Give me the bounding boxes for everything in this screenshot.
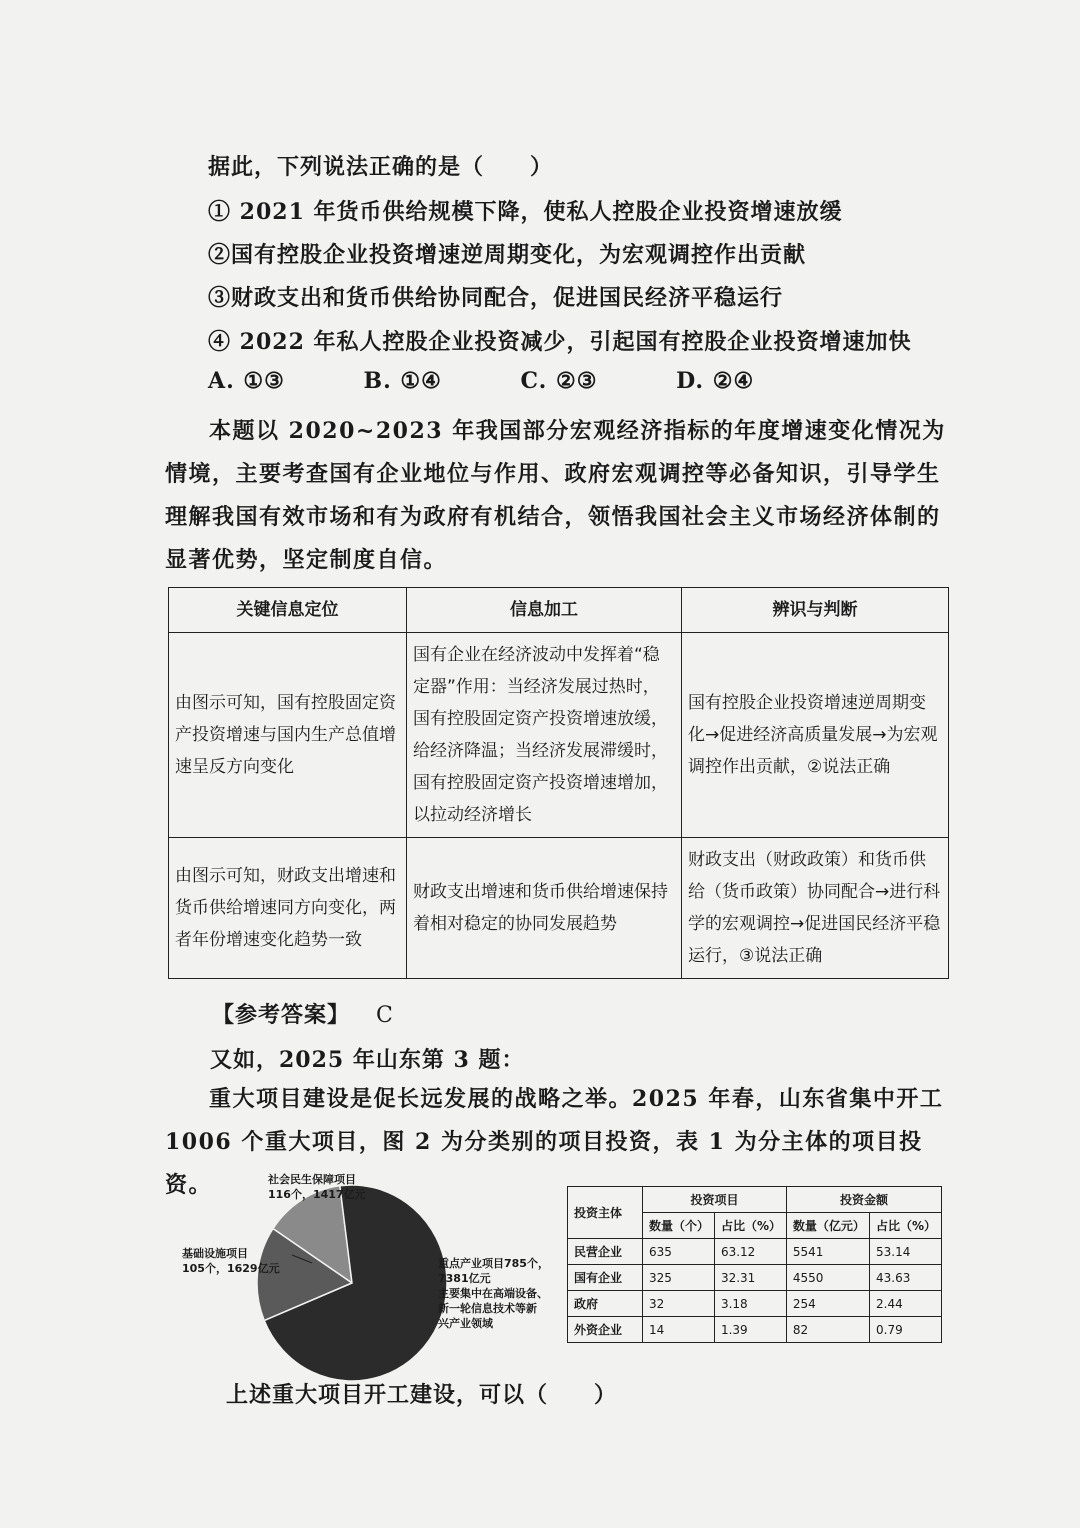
invest-header-amount: 投资金额 xyxy=(786,1187,941,1213)
invest-cell: 254 xyxy=(786,1291,869,1317)
analysis-cell: 财政支出增速和货币供给增速保持着相对稳定的协同发展趋势 xyxy=(407,838,682,979)
invest-cell: 3.18 xyxy=(714,1291,786,1317)
pie-label-industry-line: 重点产业项目785个， xyxy=(438,1257,549,1270)
invest-cell: 63.12 xyxy=(714,1239,786,1265)
investment-table xyxy=(567,1186,942,1343)
analysis-cell: 财政支出（财政政策）和货币供给（货币政策）协同配合→进行科学的宏观调控→促进国民经济平稳运行，③说法正确 xyxy=(682,838,949,979)
invest-cell: 民营企业 xyxy=(568,1239,643,1265)
statement-2: ②国有控股企业投资增速逆周期变化，为宏观调控作出贡献 xyxy=(208,242,807,268)
invest-subheader: 占比（%） xyxy=(870,1213,942,1239)
statement-1: ① 2021 年货币供给规模下降，使私人控股企业投资增速放缓 xyxy=(208,199,843,225)
invest-cell: 政府 xyxy=(568,1291,643,1317)
pie-label-infra-value: 105个，1629亿元 xyxy=(182,1262,280,1275)
reference-answer xyxy=(212,998,394,1029)
invest-cell: 外资企业 xyxy=(568,1317,643,1343)
example-intro: 又如，2025 年山东第 3 题： xyxy=(210,1047,525,1073)
analysis-header-row xyxy=(169,588,949,633)
answer-options xyxy=(208,368,824,394)
invest-header-projects: 投资项目 xyxy=(643,1187,787,1213)
invest-cell: 32.31 xyxy=(714,1265,786,1291)
option-a: A. ①③ xyxy=(208,368,285,394)
invest-cell: 0.79 xyxy=(870,1317,942,1343)
invest-cell: 国有企业 xyxy=(568,1265,643,1291)
invest-header-subject: 投资主体 xyxy=(568,1187,643,1239)
pie-label-industry-line: 主要集中在高端设备、 xyxy=(438,1287,548,1300)
question-stem: 据此，下列说法正确的是（ ） xyxy=(208,154,554,180)
pie-label-infra xyxy=(182,1246,280,1276)
option-c: C. ②③ xyxy=(520,368,598,394)
example-paragraph: 重大项目建设是促长远发展的战略之举。2025 年春，山东省集中开工 1006 个重大项目，图 2 为分类别的项目投资，表 1 为分主体的项目投资。 xyxy=(165,1086,944,1198)
invest-row xyxy=(568,1317,942,1343)
analysis-row xyxy=(169,633,949,838)
pie-label-social xyxy=(268,1172,366,1202)
invest-cell: 32 xyxy=(643,1291,715,1317)
invest-cell: 325 xyxy=(643,1265,715,1291)
invest-cell: 82 xyxy=(786,1317,869,1343)
invest-cell: 53.14 xyxy=(870,1239,942,1265)
invest-cell: 5541 xyxy=(786,1239,869,1265)
analysis-cell: 由图示可知，财政支出增速和货币供给增速同方向变化，两者年份增速变化趋势一致 xyxy=(169,838,407,979)
invest-subheader: 占比（%） xyxy=(714,1213,786,1239)
invest-cell: 14 xyxy=(643,1317,715,1343)
analysis-header-1: 关键信息定位 xyxy=(169,588,407,633)
invest-row xyxy=(568,1239,942,1265)
invest-cell: 43.63 xyxy=(870,1265,942,1291)
invest-cell: 4550 xyxy=(786,1265,869,1291)
analysis-row xyxy=(169,838,949,979)
analysis-table xyxy=(168,587,949,979)
invest-subheader: 数量（个） xyxy=(643,1213,715,1239)
pie-label-social-value: 116个，1417亿元 xyxy=(268,1188,366,1201)
pie-label-industry-line: 新一轮信息技术等新 xyxy=(438,1302,537,1315)
invest-cell: 635 xyxy=(643,1239,715,1265)
invest-row xyxy=(568,1265,942,1291)
pie-label-industry-line: 7381亿元 xyxy=(438,1272,491,1285)
option-d: D. ②④ xyxy=(676,368,755,394)
statement-4: ④ 2022 年私人控股企业投资减少，引起国有控股企业投资增速加快 xyxy=(208,329,912,355)
pie-label-infra-name: 基础设施项目 xyxy=(182,1247,248,1260)
analysis-cell: 由图示可知，国有控股固定资产投资增速与国内生产总值增速呈反方向变化 xyxy=(169,633,407,838)
answer-value: C xyxy=(376,1003,394,1028)
analysis-header-3: 辨识与判断 xyxy=(682,588,949,633)
pie-label-social-name: 社会民生保障项目 xyxy=(268,1173,356,1186)
statement-3: ③财政支出和货币供给协同配合，促进国民经济平稳运行 xyxy=(208,285,784,311)
invest-cell: 1.39 xyxy=(714,1317,786,1343)
analysis-cell: 国有企业在经济波动中发挥着“稳定器”作用：当经济发展过热时，国有控股固定资产投资增速放缓，给经济降温；当经济发展滞缓时，国有控股固定资产投资增速增加，以拉动经济增长 xyxy=(407,633,682,838)
pie-label-industry xyxy=(438,1256,549,1331)
explanation-paragraph: 本题以 2020~2023 年我国部分宏观经济指标的年度增速变化情况为情境，主要考查国有企业地位与作用、政府宏观调控等必备知识，引导学生理解我国有效市场和有为政府有机结合，领悟我国社会主义市场经济体制的显著优势，坚定制度自信。 xyxy=(165,418,946,573)
invest-row xyxy=(568,1291,942,1317)
invest-cell: 2.44 xyxy=(870,1291,942,1317)
answer-label: 【参考答案】 xyxy=(212,1002,351,1028)
pie-label-industry-line: 兴产业领域 xyxy=(438,1317,493,1330)
option-b: B. ①④ xyxy=(363,368,442,394)
closing-question: 上述重大项目开工建设，可以（ ） xyxy=(226,1382,618,1408)
invest-subheader: 数量（亿元） xyxy=(786,1213,869,1239)
analysis-header-2: 信息加工 xyxy=(407,588,682,633)
analysis-cell: 国有控股企业投资增速逆周期变化→促进经济高质量发展→为宏观调控作出贡献，②说法正确 xyxy=(682,633,949,838)
invest-header-row xyxy=(568,1187,942,1213)
